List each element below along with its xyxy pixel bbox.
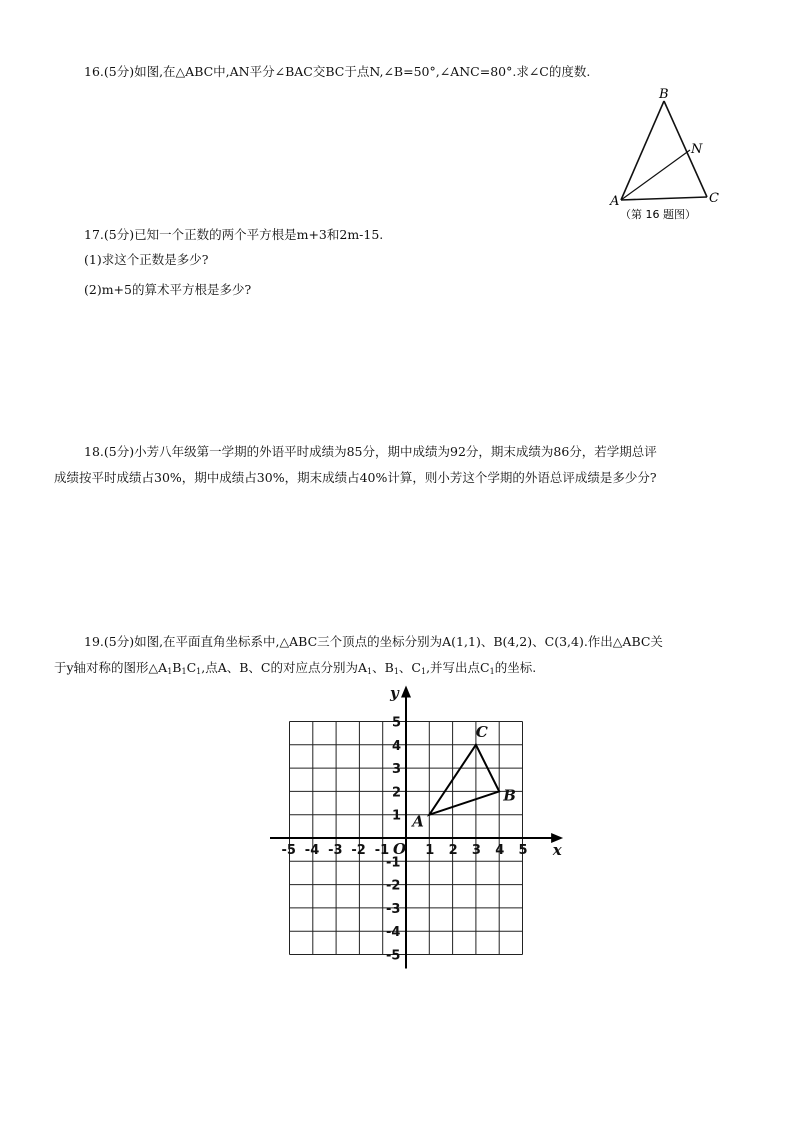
x-tick-label: 5 [518, 843, 528, 858]
y-tick-label: -5 [386, 948, 401, 964]
x-tick-label: 1 [425, 843, 435, 858]
q17-text: 17.(5分)已知一个正数的两个平方根是m+3和2m-15. [84, 227, 384, 242]
label-a: A [610, 194, 620, 209]
vertex-label-a: A [412, 812, 424, 831]
y-tick-label: -3 [386, 901, 401, 917]
q16-text: 16.(5分)如图,在△ABC中,AN平分∠BAC交BC于点N,∠B=50°,∠ANC=80°.求∠C的度数. [84, 64, 591, 79]
coordinate-grid [270, 684, 590, 984]
q19-line2: 于y轴对称的图形$\triangle A_1B_1C_1$,点A、B、C的对应点分别为$A_1$、$B_1$、$C_1$,并写出点$C_1$的坐标. [54, 660, 537, 676]
x-tick-label: 3 [471, 843, 481, 858]
x-tick-label: -1 [374, 843, 390, 858]
x-tick-label: 4 [495, 843, 505, 858]
q18-line1: 18.(5分)小芳八年级第一学期的外语平时成绩为85分，期中成绩为92分，期末成绩为86分，若学期总评 [84, 444, 657, 459]
y-tick-label: -2 [386, 878, 401, 894]
origin-label: O [393, 840, 407, 858]
x-tick-label: -2 [351, 843, 366, 858]
y-tick-label: -4 [386, 925, 401, 941]
q16-triangle-figure [600, 84, 730, 226]
triangle-abc [429, 745, 499, 815]
x-tick-label: 2 [448, 843, 458, 858]
x-tick-label: -5 [281, 843, 296, 858]
q18-line2: 成绩按平时成绩占30%，期中成绩占30%，期末成绩占40%计算，则小芳这个学期的外语总评成绩是多少分? [54, 470, 657, 485]
y-axis-label: y [390, 684, 399, 703]
y-axis-arrow [401, 686, 411, 698]
y-tick-label: 3 [392, 762, 402, 778]
y-tick-label: 2 [392, 785, 402, 801]
label-c: C [709, 191, 719, 206]
x-tick-label: -3 [328, 843, 343, 858]
y-tick-label: 1 [392, 808, 402, 824]
q17-part1: (1)求这个正数是多少? [84, 252, 209, 267]
q19-line1: 19.(5分)如图,在平面直角坐标系中,△ABC三个顶点的坐标分别为A(1,1)、B(4,2)、C(3,4).作出△ABC关 [84, 634, 663, 649]
x-axis-label: x [552, 841, 562, 859]
label-b: B [659, 87, 669, 102]
x-tick-label: -4 [304, 843, 320, 858]
side-ac [621, 197, 707, 200]
q16-caption: （第 16 题图） [620, 208, 696, 221]
y-tick-label: 5 [392, 715, 402, 731]
vertex-label-b: B [503, 786, 516, 805]
y-tick-label: 4 [392, 738, 402, 754]
label-n: N [691, 142, 703, 157]
y-tick-label: -1 [386, 855, 401, 871]
q17-part2: (2)m+5的算术平方根是多少? [84, 282, 252, 297]
vertex-label-c: C [475, 722, 488, 741]
